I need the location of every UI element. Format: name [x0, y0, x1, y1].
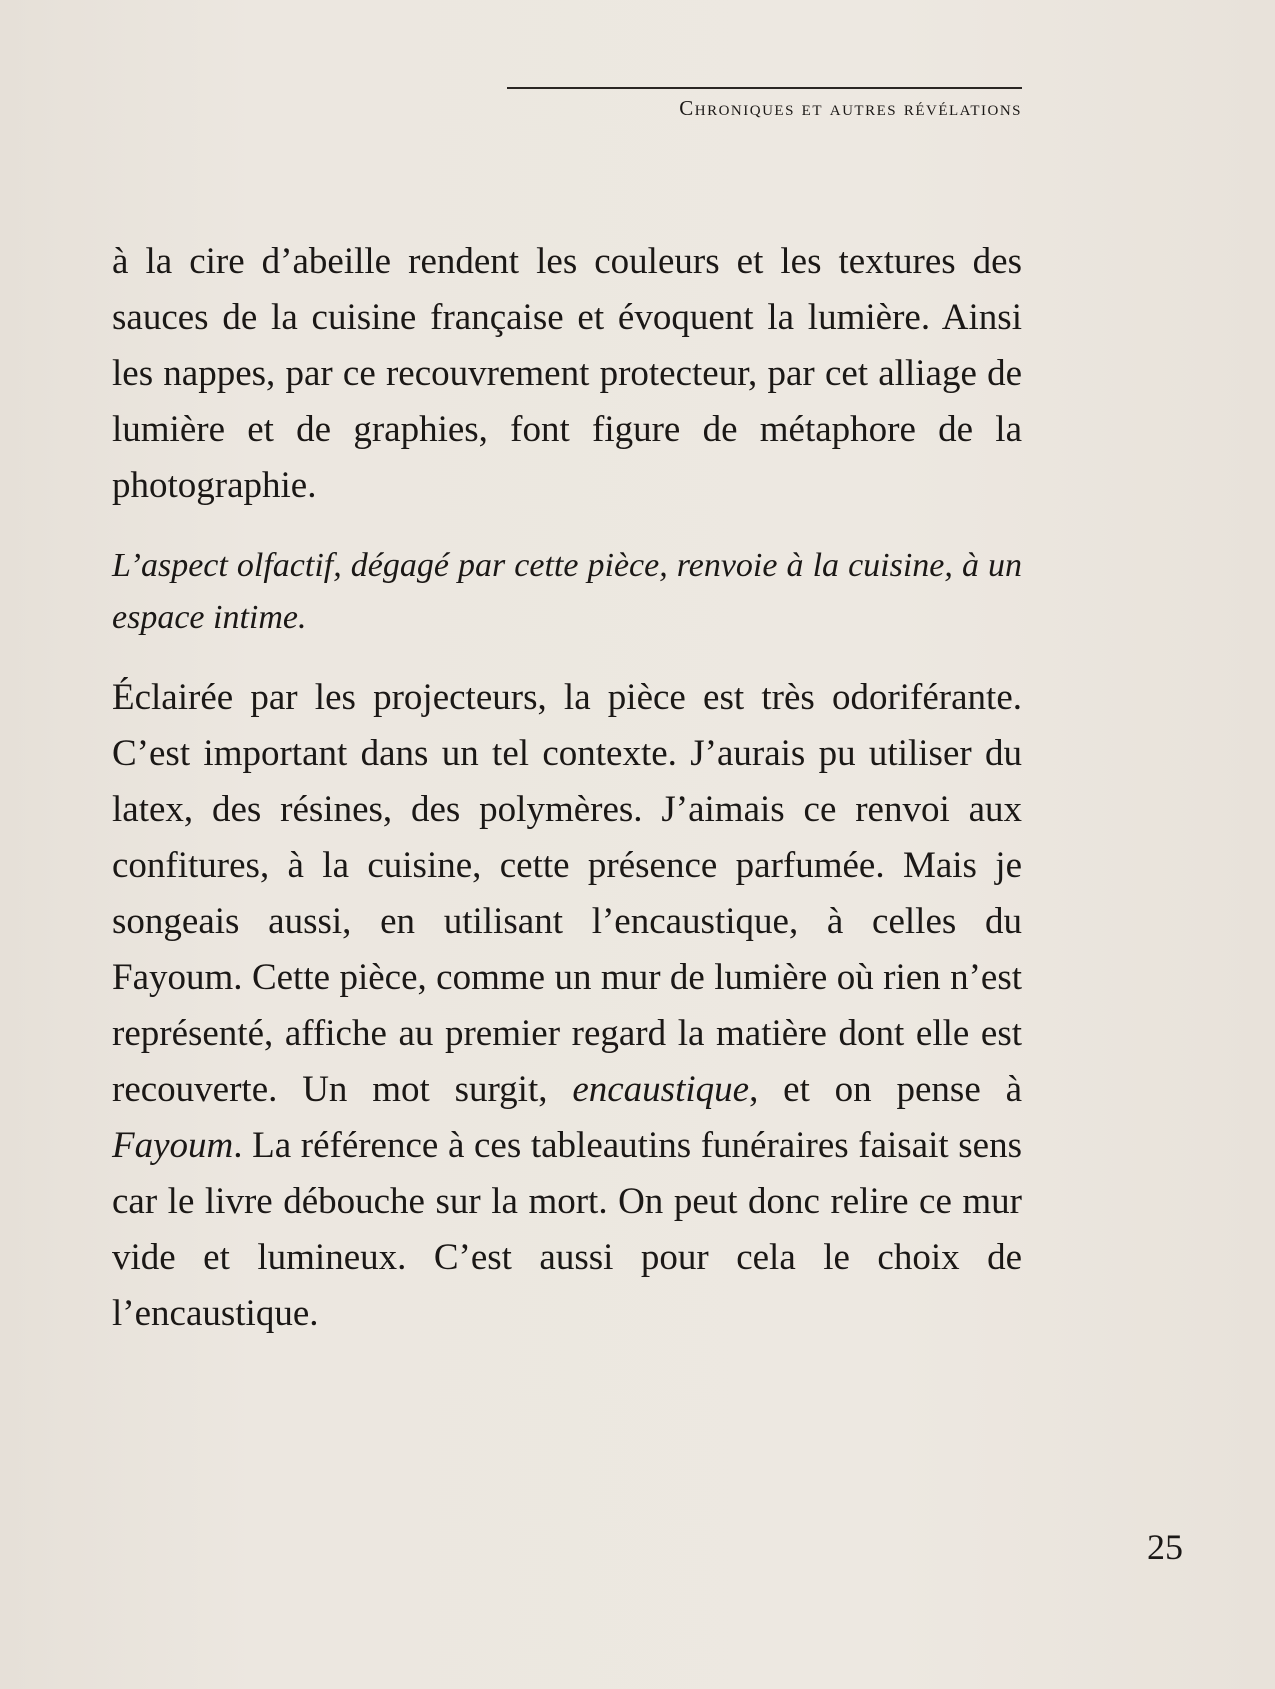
paragraph-text: Éclairée par les projecteurs, la pièce est très odoriférante. C’est important dans un tel contexte. J’aurais pu utiliser du latex, des résines, des polymères. J’aimais ce renvoi aux confitures, à la cuisine, cette présence parfumée. Mais je songeais aussi, en utilisant l’encaustique, à celles du Fayoum. Cette pièce, comme un mur de lumière où rien n’est représenté, affiche au premier regard la matière dont elle est recouverte. Un mot surgit, — [112, 677, 1022, 1110]
body-text — [112, 234, 1022, 1342]
running-head: Chroniques et autres révélations — [679, 96, 1022, 120]
italic-paragraph: L’aspect olfactif, dégagé par cette pièce, renvoie à la cuisine, à un espace intime. — [112, 547, 1022, 636]
italic-term: encaustique — [572, 1069, 750, 1110]
page-number: 25 — [1147, 1527, 1183, 1567]
paragraph: à la cire d’abeille rendent les couleurs et les textures des sauces de la cuisine française et évoquent la lumière. Ainsi les nappes, par ce recouvrement protecteur, par cet alliage de lumière et de graphies, font figure de métaphore de la photographie. — [112, 241, 1022, 506]
paragraph-text: . La référence à ces tableautins funéraires faisait sens car le livre débouche sur la mort. On peut donc relire ce mur vide et lumineux. C’est aussi pour cela le choix de l’encaustique. — [112, 1125, 1022, 1334]
paragraph-text: , et on pense à — [749, 1069, 1022, 1110]
header-rule — [507, 87, 1022, 89]
paragraph — [112, 670, 1022, 1342]
italic-term: Fayoum — [112, 1125, 234, 1166]
